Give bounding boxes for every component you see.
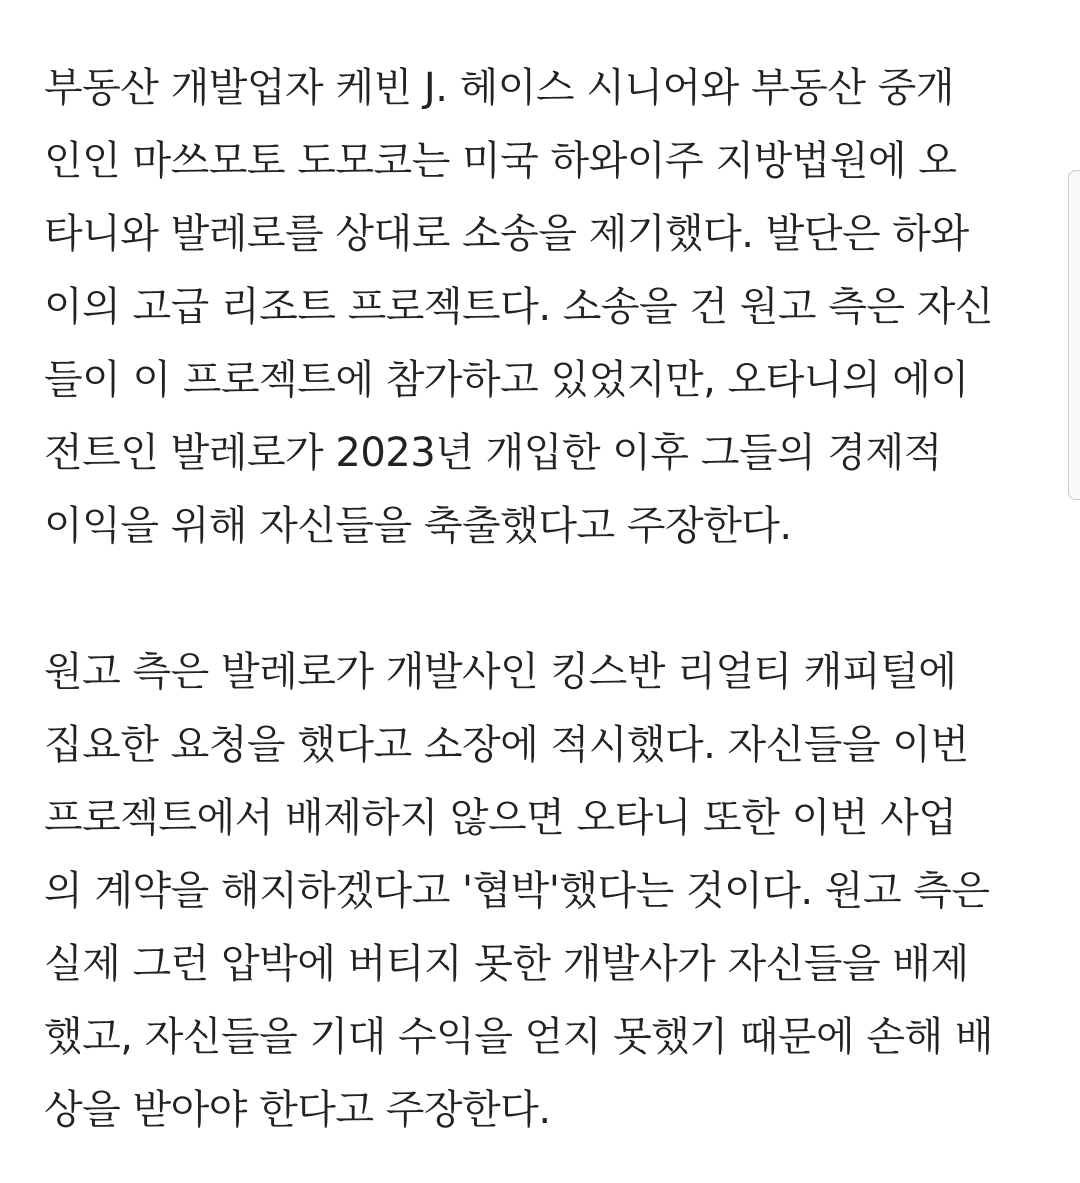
- text-line: 부동산 개발업자 케빈 J. 헤이스 시니어와 부동산 중개: [44, 65, 954, 111]
- text-line: 이의 고급 리조트 프로젝트다. 소송을 건 원고 측은 자신: [44, 284, 994, 330]
- text-line: 상을 받아야 한다고 주장한다.: [44, 1087, 551, 1133]
- paragraph-1: [44, 52, 1044, 563]
- text-line: 들이 이 프로젝트에 참가하고 있었지만, 오타니의 에이: [44, 357, 969, 403]
- paragraph-2: [44, 636, 1044, 1147]
- text-line: 의 계약을 해지하겠다고 '협박'했다는 것이다. 원고 측은: [44, 868, 990, 914]
- text-line: 인인 마쓰모토 도모코는 미국 하와이주 지방법원에 오: [44, 138, 957, 184]
- text-line: 타니와 발레로를 상대로 소송을 제기했다. 발단은 하와: [44, 211, 969, 257]
- text-line: 이익을 위해 자신들을 축출했다고 주장한다.: [44, 503, 792, 549]
- scrollbar-handle[interactable]: [1068, 170, 1080, 500]
- text-line: 집요한 요청을 했다고 소장에 적시했다. 자신들을 이번: [44, 722, 969, 768]
- text-line: 원고 측은 발레로가 개발사인 킹스반 리얼티 캐피털에: [44, 649, 957, 695]
- text-line: 전트인 발레로가 2023년 개입한 이후 그들의 경제적: [44, 430, 942, 476]
- text-line: 프로젝트에서 배제하지 않으면 오타니 또한 이번 사업: [44, 795, 957, 841]
- article-body: [44, 52, 1044, 1147]
- text-line: 실제 그런 압박에 버티지 못한 개발사가 자신들을 배제: [44, 941, 969, 987]
- text-line: 했고, 자신들을 기대 수익을 얻지 못했기 때문에 손해 배: [44, 1014, 994, 1060]
